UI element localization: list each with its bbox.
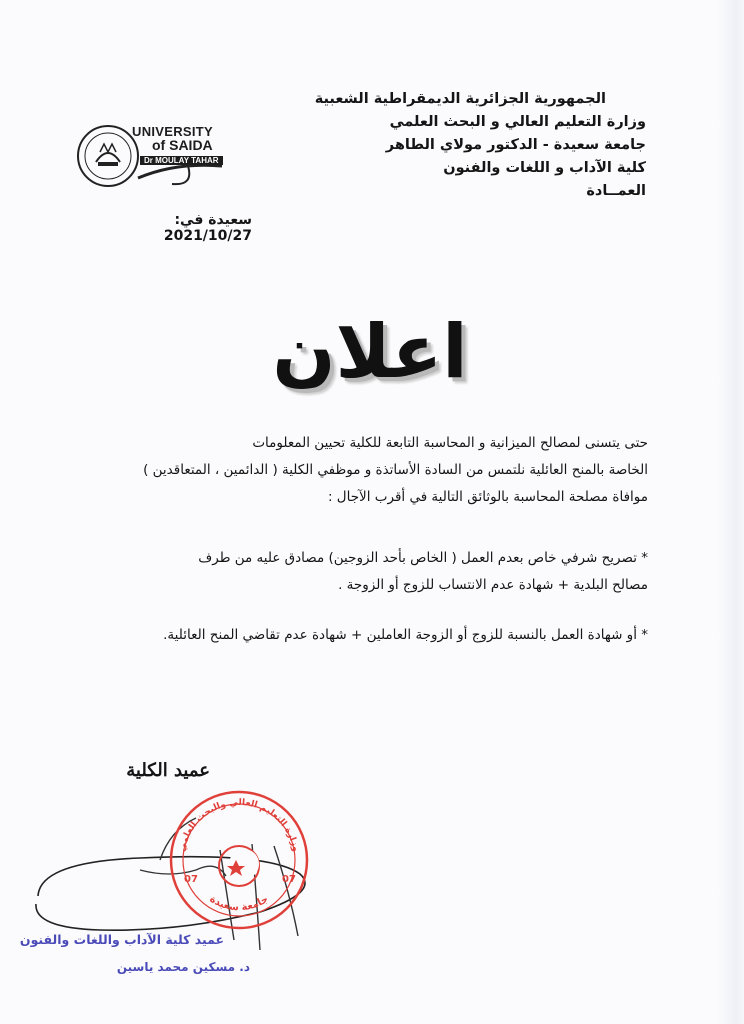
- logo-university-text: UNIVERSITY: [132, 124, 214, 139]
- header-ministry: وزارة التعليم العالي و البحث العلمي: [389, 114, 646, 130]
- logo-saida-text: of SAIDA: [152, 137, 213, 153]
- logo-namesake-text: Dr MOULAY TAHAR: [140, 156, 223, 165]
- document-date: سعيدة في: 2021/10/27: [163, 212, 252, 244]
- body-paragraph-declaration: [108, 545, 648, 599]
- stamp-top-text: وزارة التعليم العالي والبحث العلمي: [177, 797, 301, 853]
- stamp-number-left: 07: [184, 874, 198, 885]
- header-faculty: كلية الآداب و اللغات والفنون: [443, 160, 646, 176]
- university-logo: [76, 122, 226, 192]
- header-republic: الجمهورية الجزائرية الديمقراطية الشعبية: [314, 91, 606, 107]
- header-deanery: العمــادة: [586, 183, 646, 199]
- body-line: موافاة مصلحة المحاسبة بالوثائق التالية في أقرب الآجال :: [327, 489, 648, 505]
- header-university: جامعة سعيدة - الدكتور مولاي الطاهر: [385, 137, 646, 153]
- body-paragraph-work-certificate: [108, 622, 648, 649]
- signer-title: عميد كلية الآداب واللغات والفنون: [19, 932, 224, 947]
- stamp-number-right: 07: [282, 874, 296, 885]
- body-line: * تصريح شرفي خاص بعدم العمل ( الخاص بأحد الزوجين) مصادق عليه من طرف: [198, 550, 648, 566]
- body-line: * أو شهادة العمل بالنسبة للزوج أو الزوجة العاملين + شهادة عدم تقاضي المنح العائلية.: [163, 627, 648, 643]
- announcement-title-block: [200, 304, 540, 404]
- announcement-title: اعلان: [272, 309, 468, 395]
- stamp-bottom-text: جامعة سعيدة: [207, 893, 271, 914]
- dean-label: عميد الكلية: [126, 760, 210, 781]
- body-paragraph-intro: [108, 430, 648, 511]
- page-edge: [718, 0, 744, 1024]
- letterhead: [266, 88, 646, 203]
- svg-text:جامعة سعيدة: [207, 894, 270, 914]
- official-stamp: [164, 786, 314, 934]
- body-line: مصالح البلدية + شهادة عدم الانتساب للزوج أو الزوجة .: [338, 577, 648, 593]
- signer-name: د. مسكين محمد ياسين: [116, 960, 250, 974]
- body-line: الخاصة بالمنح العائلية نلتمس من السادة الأساتذة و موظفي الكلية ( الدائمين ، المتعاقدين ): [143, 462, 648, 478]
- body-line: حتى يتسنى لمصالح الميزانية و المحاسبة التابعة للكلية تحيين المعلومات: [252, 435, 648, 451]
